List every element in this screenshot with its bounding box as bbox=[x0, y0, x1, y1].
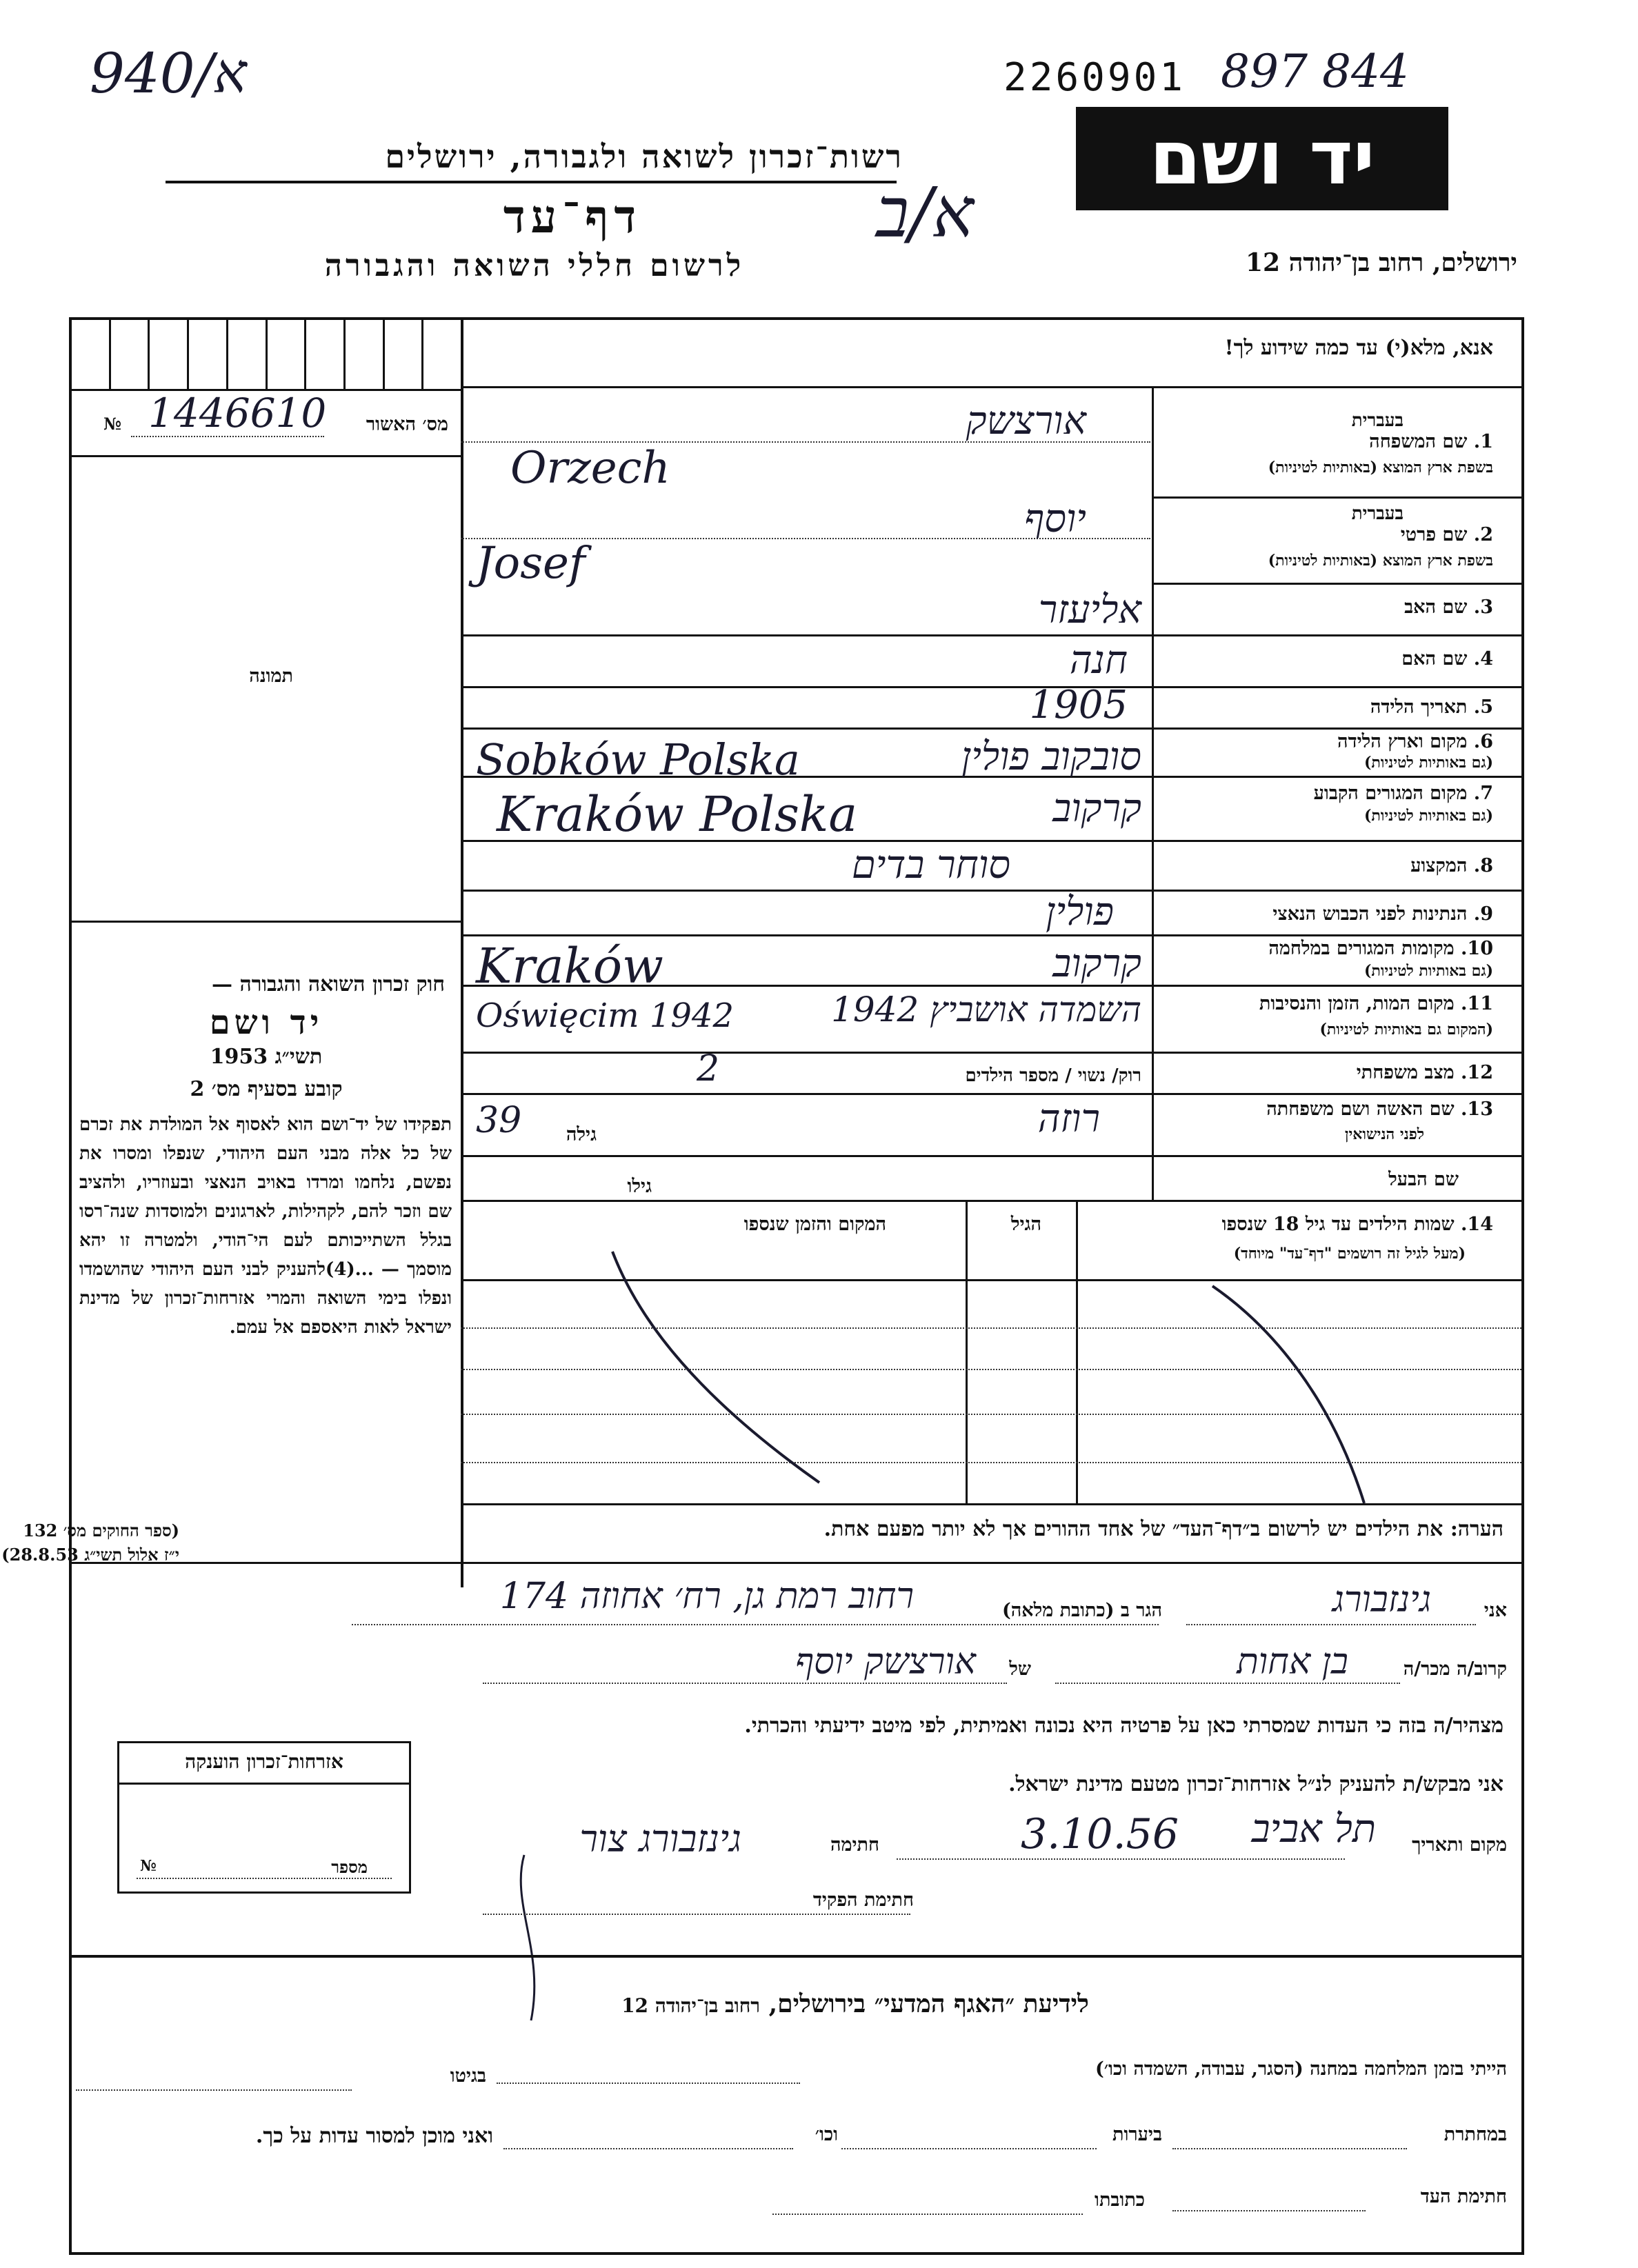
citizenship-number-prefix: № bbox=[140, 1857, 157, 1875]
field-7-label-text: מקום המגורים הקבוע bbox=[1313, 783, 1468, 804]
approval-number-label: מס׳ האשור bbox=[366, 414, 448, 435]
field-9-number: 9. bbox=[1473, 903, 1493, 925]
form-section-bottom bbox=[72, 1562, 1521, 1564]
declaration-resides-label: הגר ב (כתובת מלאה) bbox=[1001, 1600, 1162, 1621]
field-11-note: (המקום גם באותיות לטיניות) bbox=[1319, 1021, 1493, 1038]
field-6-number: 6. bbox=[1473, 731, 1493, 752]
law-year: תשי״ג 1953 bbox=[210, 1045, 323, 1069]
declaration-name[interactable]: גינזבורג bbox=[1332, 1579, 1431, 1620]
field-12-label-text: מצב משפחתי bbox=[1356, 1062, 1455, 1083]
field-9-label-text: הנתינות לפני הכבוש הנאצי bbox=[1272, 903, 1468, 925]
approval-number-prefix: № bbox=[103, 414, 122, 434]
notice-line3-field-b bbox=[772, 2214, 1083, 2215]
row-sep-2 bbox=[1152, 583, 1521, 585]
row-sep-4 bbox=[461, 686, 1521, 688]
field-1-label bbox=[1369, 431, 1493, 452]
row-sep-12 bbox=[461, 1093, 1521, 1095]
children-note: (מעל לגיל זה רושמים "דף־עד" מיוחד) bbox=[1233, 1245, 1466, 1263]
declaration-address-line bbox=[352, 1624, 1159, 1625]
children-place-header: המקום והזמן שנספו bbox=[743, 1214, 886, 1235]
remark bbox=[483, 1517, 1504, 1541]
notice-line1-field-a bbox=[497, 2083, 800, 2084]
photo-label: תמונה bbox=[249, 665, 293, 687]
notice-heading bbox=[483, 1989, 1228, 2018]
wife-age-value[interactable]: 39 bbox=[476, 1100, 522, 1141]
field-13-label bbox=[1266, 1098, 1493, 1120]
notice-line2-field-c bbox=[503, 2148, 793, 2149]
field-1-value-latin[interactable]: Orzech bbox=[510, 443, 670, 494]
field-12-children-count[interactable]: 2 bbox=[697, 1048, 720, 1090]
law-org: יד ושם bbox=[209, 1003, 323, 1042]
field-2-label-text: שם פרטי bbox=[1400, 524, 1468, 545]
field-8-label-text: המקצוע bbox=[1410, 855, 1468, 876]
declaration-relation[interactable]: בן אחות bbox=[1237, 1641, 1348, 1683]
label-column-divider bbox=[1152, 386, 1154, 1200]
husband-name-label: שם הבעל bbox=[1388, 1169, 1459, 1190]
field-7-value-hebrew[interactable]: קרקוב bbox=[1052, 786, 1141, 831]
field-2-value-latin[interactable]: Josef bbox=[476, 538, 586, 589]
husband-age-label: גילו bbox=[627, 1176, 652, 1197]
notice-line3-field-a bbox=[1172, 2210, 1366, 2211]
field-4-label-text: שם האם bbox=[1401, 648, 1468, 670]
declaration-of-line bbox=[483, 1683, 1007, 1684]
notice-line3-a: חתימת העד bbox=[1420, 2186, 1507, 2207]
field-3-number: 3. bbox=[1473, 596, 1493, 618]
remark-text: את הילדים יש לרשום ב״דף־העד״ של אחד ההורים אך לא יותר מפעם אחת. bbox=[823, 1517, 1444, 1541]
field-10-value-hebrew[interactable]: קרקוב bbox=[1052, 941, 1141, 986]
field-1-label-text: שם המשפחה bbox=[1369, 431, 1468, 452]
signature-label: חתימה bbox=[830, 1834, 879, 1856]
field-11-number: 11. bbox=[1461, 993, 1493, 1014]
declaration-statement: מצהיר/ה בזה כי העדות שמסרתי כאן על פרטיה היא נכונה ואמיתית, לפי מיטב ידיעתי והכרתי. bbox=[744, 1714, 1504, 1738]
field-10-value-latin[interactable]: Kraków bbox=[476, 938, 663, 994]
handwritten-mark: א/ב bbox=[876, 172, 974, 253]
intro-separator bbox=[461, 386, 1521, 388]
citizenship-number-label: מספר bbox=[331, 1857, 368, 1877]
row-sep-3 bbox=[461, 634, 1521, 636]
row-sep-1 bbox=[1152, 496, 1521, 499]
field-1-number: 1. bbox=[1473, 431, 1493, 452]
row-sep-5 bbox=[461, 727, 1521, 730]
date-value[interactable]: 3.10.56 bbox=[1021, 1810, 1179, 1858]
logo-text: יד ושם bbox=[1149, 115, 1375, 201]
wife-age-label: גילה bbox=[566, 1124, 597, 1145]
field-3-label bbox=[1404, 596, 1493, 618]
notice-line1-b: בגיטו bbox=[450, 2065, 486, 2087]
citizenship-number-line bbox=[137, 1878, 392, 1879]
children-label-text: שמות הילדים עד גיל 18 שנספו bbox=[1221, 1214, 1455, 1235]
law-citation-1: (ספר החוקים מס׳ 132 bbox=[23, 1521, 179, 1541]
handwritten-file-number: 940/א bbox=[90, 41, 247, 106]
declaration-relative-label: קרוב/ה מכר/ה bbox=[1403, 1658, 1507, 1680]
place-value[interactable]: תל אביב bbox=[1251, 1807, 1376, 1851]
row-sep-9 bbox=[461, 934, 1521, 936]
row-sep-13 bbox=[461, 1155, 1521, 1157]
approval-number-value: 1446610 bbox=[148, 390, 327, 436]
strike-place bbox=[612, 1252, 819, 1483]
field-13-number: 13. bbox=[1461, 1098, 1493, 1120]
declaration-request: אני מבקש/ת להעניק לנ״ל אזרחות־זכרון מטעם מדינת ישראל. bbox=[1008, 1772, 1504, 1796]
yad-vashem-logo bbox=[1076, 107, 1448, 210]
field-2-note: בשפת ארץ המוצא (באותיות לטיניות) bbox=[1268, 552, 1493, 570]
row-sep-11 bbox=[461, 1052, 1521, 1054]
remark-label: הערה: bbox=[1450, 1517, 1504, 1541]
notice-separator bbox=[72, 1955, 1521, 1958]
field-13-label-text: שם האשה ושם משפחתה bbox=[1266, 1098, 1455, 1120]
declaration-of-value[interactable]: אורצשק יוסף bbox=[795, 1641, 976, 1683]
declaration-address[interactable]: רחוב רמת גן, רח׳ אחוזה 174 bbox=[499, 1576, 914, 1617]
official-signature-line bbox=[483, 1914, 910, 1915]
field-5-number: 5. bbox=[1473, 696, 1493, 718]
field-7-number: 7. bbox=[1473, 783, 1493, 804]
field-11-label-text: מקום המות, הזמן והנסיבות bbox=[1259, 993, 1455, 1014]
field-12-status-options: רוק/ נשוי / מספר הילדים bbox=[965, 1065, 1141, 1086]
handwritten-number: 897 844 bbox=[1221, 45, 1409, 98]
official-signature-label: חתימת הפקיד bbox=[812, 1889, 914, 1911]
field-5-value[interactable]: 1905 bbox=[1029, 683, 1128, 727]
field-4-label bbox=[1401, 648, 1493, 670]
law-title: חוק זכרון השואה והגבורה — bbox=[212, 972, 445, 996]
field-6-value-latin[interactable]: Sobków Polska bbox=[476, 734, 800, 785]
field-10-label bbox=[1268, 938, 1493, 959]
field-6-label bbox=[1337, 731, 1493, 752]
field-6-label-text: מקום וארץ הלידה bbox=[1337, 731, 1468, 752]
notice-line2-field-a bbox=[1172, 2148, 1407, 2149]
citizenship-box-title: אזרחות־זכרון הוענקה bbox=[119, 1743, 409, 1785]
field-8-value[interactable]: סוחר בדים bbox=[851, 843, 1010, 887]
office-use-grid bbox=[72, 320, 461, 391]
field-9-label bbox=[1272, 903, 1493, 925]
signature-value[interactable]: גינזבורג צור bbox=[579, 1817, 741, 1860]
place-date-line bbox=[897, 1858, 1345, 1860]
field-11-label bbox=[1259, 993, 1493, 1014]
field-10-note: (גם באותיות לטיניות) bbox=[1364, 962, 1493, 980]
notice-line2-field-b bbox=[841, 2148, 1097, 2149]
field-1-note: בשפת ארץ המוצא (באותיות לטיניות) bbox=[1268, 459, 1493, 476]
field-11-value-latin[interactable]: Oświęcim 1942 bbox=[476, 996, 734, 1035]
page-title: דף־עד bbox=[503, 190, 642, 243]
citizenship-box bbox=[117, 1741, 411, 1894]
form-intro: אנא, מלא(י) עד כמה שידוע לך! bbox=[1224, 336, 1493, 360]
field-2-label bbox=[1401, 524, 1493, 545]
field-2-hebrew-note: בעברית bbox=[1351, 503, 1404, 524]
field-5-label bbox=[1370, 696, 1493, 718]
field-1-value-hebrew[interactable]: אורצשק bbox=[966, 399, 1086, 443]
declaration-relation-line bbox=[1055, 1683, 1400, 1684]
field-10-number: 10. bbox=[1461, 938, 1493, 959]
notice-line2-d: ואני מוכן למסור עדות על כך. bbox=[255, 2124, 493, 2148]
field-2-value-hebrew[interactable]: יוסף bbox=[1024, 496, 1086, 541]
declaration-i-label: אני bbox=[1484, 1600, 1507, 1621]
field-6-value-hebrew[interactable]: סובקוב פולין bbox=[961, 734, 1141, 779]
declaration-name-line bbox=[1186, 1624, 1476, 1625]
field-7-label bbox=[1314, 783, 1493, 804]
field-9-value[interactable]: פולין bbox=[1046, 890, 1114, 934]
row-sep-14 bbox=[461, 1200, 1521, 1202]
field-4-value[interactable]: חנה bbox=[1069, 638, 1128, 683]
field-4-number: 4. bbox=[1473, 648, 1493, 670]
law-clause: קובע בסעיף מס׳ 2 bbox=[190, 1077, 343, 1101]
field-11-value-hebrew[interactable]: השמדה אושביץ 1942 bbox=[831, 990, 1141, 1030]
field-7-note: (גם באותיות לטיניות) bbox=[1364, 807, 1493, 825]
row-sep-8 bbox=[461, 890, 1521, 892]
authority-underline bbox=[166, 181, 897, 183]
children-number: 14. bbox=[1461, 1214, 1493, 1235]
place-date-label: מקום ותאריך bbox=[1412, 1834, 1507, 1856]
approval-number-line bbox=[131, 436, 324, 437]
notice-line1-a: הייתי בזמן המלחמה במחנה (הסגר, עבודה, השמדה וכו׳) bbox=[1095, 2058, 1507, 2080]
field-7-value-latin[interactable]: Kraków Polska bbox=[497, 786, 858, 843]
law-citation-2: י״ז אלול תשי״ג 28.8.53) bbox=[1, 1545, 179, 1565]
declaration-of-label: של bbox=[1009, 1658, 1031, 1680]
field-8-number: 8. bbox=[1473, 855, 1493, 876]
notice-line2-c: וכו׳ bbox=[815, 2124, 838, 2145]
field-2-number: 2. bbox=[1473, 524, 1493, 545]
law-separator bbox=[72, 921, 461, 923]
notice-line2-b: ביערות bbox=[1112, 2124, 1162, 2145]
field-13-value[interactable]: רוזה bbox=[1037, 1096, 1100, 1141]
field-12-label bbox=[1357, 1062, 1493, 1083]
law-text: תפקידו של יד־ושם הוא לאסוף אל המולדת את זכרם של כל אלה מבני העם היהודי, שנפלו ומסרו את נפשם, נלחמו ומרדו באויב הנאצי ובעוזריו, ולהציב שם וזכר להם, לקהילות, לארגונים ולמוסדות שנה־רסו בגלל השתייכותם לעם הי־הודי, ולמטרה זו יהא מוסמך — ...(4)להעניק לבני העם היהודי שהושמדו ונפלו בימי השואה והמרי אזרחות־זכרון של מדינת ישראל לאות היאספם אל עמם. bbox=[79, 1114, 452, 1338]
field-13-note: לפני הנישואין bbox=[1344, 1125, 1424, 1143]
authority-name: רשות־זכרון לשואה ולגבורה, ירושלים bbox=[385, 138, 903, 175]
field-3-label-text: שם האב bbox=[1404, 596, 1468, 618]
children-strike-marks bbox=[461, 1227, 1521, 1517]
strike-names bbox=[1212, 1286, 1364, 1503]
field-10-label-text: מקומות המגורים במלחמה bbox=[1268, 938, 1455, 959]
page-subtitle: לרשום חללי השואה והגבורה bbox=[324, 248, 745, 283]
notice-address: רחוב בן־יהודה 12 bbox=[621, 1994, 761, 2017]
notice-title: לידיעת ״האגף המדעי״ בירושלים, bbox=[768, 1989, 1089, 2018]
address: ירושלים, רחוב בן־יהודה 12 bbox=[1245, 248, 1517, 277]
field-5-label-text: תאריך הלידה bbox=[1370, 696, 1468, 718]
field-3-value[interactable]: אליעזר bbox=[1038, 588, 1141, 632]
field-12-number: 12. bbox=[1461, 1062, 1493, 1083]
field-8-label bbox=[1410, 855, 1493, 876]
field-6-note: (גם באותיות לטיניות) bbox=[1364, 754, 1493, 772]
notice-line1-field-b bbox=[76, 2089, 352, 2091]
notice-line3-b: כתובתו bbox=[1095, 2189, 1145, 2211]
stamp-number: 2260901 bbox=[1003, 55, 1186, 100]
field-1-hebrew-note: בעברית bbox=[1351, 410, 1404, 431]
children-bottom bbox=[461, 1503, 1521, 1505]
children-age-header: הגיל bbox=[1010, 1214, 1041, 1235]
approval-separator bbox=[72, 455, 461, 457]
notice-line2-a: במחתרת bbox=[1444, 2124, 1507, 2145]
